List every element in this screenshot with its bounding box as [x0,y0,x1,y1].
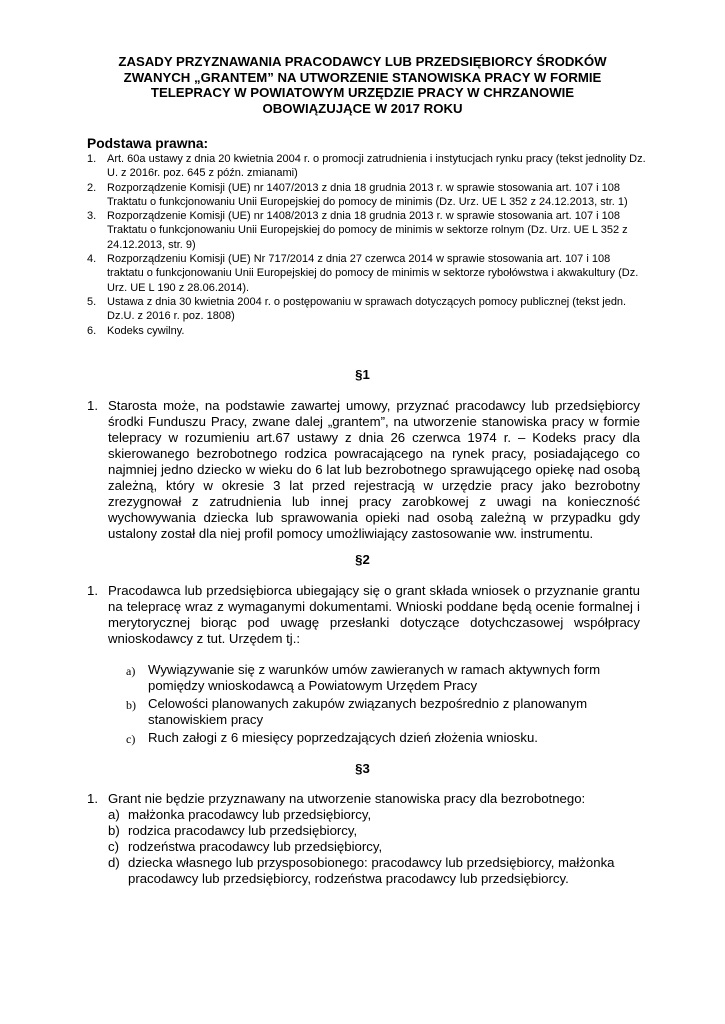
list-item [87,839,640,855]
paragraph-number: 1. [87,791,98,806]
list-item [87,152,647,181]
list-item [87,823,640,839]
paragraph-number: 1. [87,398,98,413]
item-number: 3. [87,210,97,223]
item-text: dziecka własnego lub przysposobionego: pracodawcy lub przedsiębiorcy, małżonka pracodawcy lub przedsiębiorcy, rodzeństwa pracodawcy lub przedsiębiorcy. [128,855,615,886]
paragraph-text: Starosta może, na podstawie zawartej umowy, przyznać pracodawcy lub przedsiębiorcy środki Funduszu Pracy, zwane dalej „grantem”, na utworzenie stanowiska pracy w formie telepracy w rozumieniu art.67 ustawy z dnia 26 czerwca 1974 r. – Kodeks pracy dla skierowanego bezrobotnego rodzica powracającego na rynek pracy, posiadającego co najmniej jedno dziecko w wieku do 6 lat lub bezrobotnego sprawującego opiekę nad osobą zależną, który w okresie 3 lat przed rejestracją w urzędzie pracy jako bezrobotny zrezygnował z zatrudnienia lub innej pracy zarobkowej z uwagi na konieczność wychowywania dziecka lub sprawowania opieki nad osobą zależną w przypadku gdy ustalony został dla niej profil pomocy umożliwiający zastosowanie ww. instrumentu. [108,398,640,541]
item-number: 1. [87,153,97,165]
list-item [87,855,640,887]
item-letter: d) [108,855,120,870]
item-letter: b) [108,823,120,838]
list-item [126,662,640,694]
list-item [87,252,647,295]
criteria-list [126,662,640,748]
item-number: 5. [87,295,97,308]
paragraph-number: 1. [87,583,98,598]
exclusions-list [87,807,640,887]
item-text: małżonka pracodawcy lub przedsiębiorcy, [128,807,372,822]
title-line: ZASADY PRZYZNAWANIA PRACODAWCY LUB PRZEDSIĘBIORCY ŚRODKÓW [118,54,607,69]
item-text: Ruch załogi z 6 miesięcy poprzedzających dzień złożenia wniosku. [148,730,538,745]
paragraph-text: Grant nie będzie przyznawany na utworzenie stanowiska pracy dla bezrobotnego: [108,791,586,806]
item-letter: a) [108,807,120,822]
document-title [95,54,630,116]
section-heading: §3 [355,761,370,776]
item-text: Art. 60a ustawy z dnia 20 kwietnia 2004 r. o promocji zatrudnienia i instytucjach rynku pracy (tekst jednolity Dz. U. z 2016r. poz. 645 z późn. zmianami) [107,153,646,180]
item-text: Kodeks cywilny. [107,324,185,337]
section-heading: §2 [355,552,370,567]
item-letter: c) [126,732,136,746]
section2-paragraph [87,583,640,647]
item-letter: c) [108,839,119,854]
legal-basis-list [87,152,647,338]
list-item [87,209,647,252]
paragraph-text: Pracodawca lub przedsiębiorca ubiegający się o grant składa wniosek o przyznanie grantu na telepracę wraz z wymaganymi dokumentami. Wnioski poddane będą ocenie formalnej i merytorycznej biorąc pod uwagę przesłanki dotyczące dotychczasowej współpracy wnioskodawcy z tut. Urzędem tj.: [108,583,640,646]
list-item [126,696,640,728]
title-line: OBOWIĄZUJĄCE W 2017 ROKU [262,100,463,116]
item-text: Wywiązywanie się z warunków umów zawieranych w ramach aktywnych form pomiędzy wnioskodawcą a Powiatowym Urzędem Pracy [148,662,601,693]
item-text: rodzica pracodawcy lub przedsiębiorcy, [128,823,358,838]
item-text: Rozporządzeniu Komisji (UE) Nr 717/2014 z dnia 27 czerwca 2014 w sprawie stosowania art. 107 i 108 traktatu o funkcjonowaniu Unii Europejskiej do pomocy de minimis w sektorze rybołówstwa i akwakultury (Dz. Urz. UE L 190 z 28.06.2014). [107,253,639,294]
title-line: TELEPRACY W POWIATOWYM URZĘDZIE PRACY W CHRZANOWIE [150,85,575,100]
list-item [126,730,640,746]
item-text: rodzeństwa pracodawcy lub przedsiębiorcy, [128,839,383,854]
section-heading: §1 [355,367,370,382]
item-text: Ustawa z dnia 30 kwietnia 2004 r. o postępowaniu w sprawach dotyczących pomocy publicznej (tekst jedn. Dz.U. z 2016 r. poz. 1808) [107,295,627,323]
item-number: 4. [87,253,97,266]
item-number: 6. [87,324,97,337]
list-item [87,295,647,324]
item-text: Rozporządzenie Komisji (UE) nr 1407/2013 z dnia 18 grudnia 2013 r. w sprawie stosowania art. 107 i 108 Traktatu o funkcjonowaniu Unii Europejskiej do pomocy de minimis (Dz. Urz. UE L 352 z 24.12.2013, str. 1) [107,181,628,208]
item-letter: b) [126,698,136,712]
title-line: ZWANYCH „GRANTEM” NA UTWORZENIE STANOWISKA PRACY W FORMIE [123,69,602,85]
section3-paragraph [87,791,640,807]
section1-paragraph [87,398,640,542]
item-text: Celowości planowanych zakupów związanych bezpośrednio z planowanym stanowiskiem pracy [148,696,588,727]
list-item [87,181,647,210]
item-text: Rozporządzenie Komisji (UE) nr 1408/2013 z dnia 18 grudnia 2013 r. w sprawie stosowania art. 107 i 108 Traktatu o funkcjonowaniu Unii Europejskiej do pomocy de minimis w sektorze rolnym (Dz. Urz. UE L 352 z 24.12.2013, str. 9) [107,210,628,251]
list-item [87,807,640,823]
item-number: 2. [87,181,97,194]
item-letter: a) [126,664,136,678]
list-item [87,324,647,338]
legal-basis-heading: Podstawa prawna: [87,136,209,151]
